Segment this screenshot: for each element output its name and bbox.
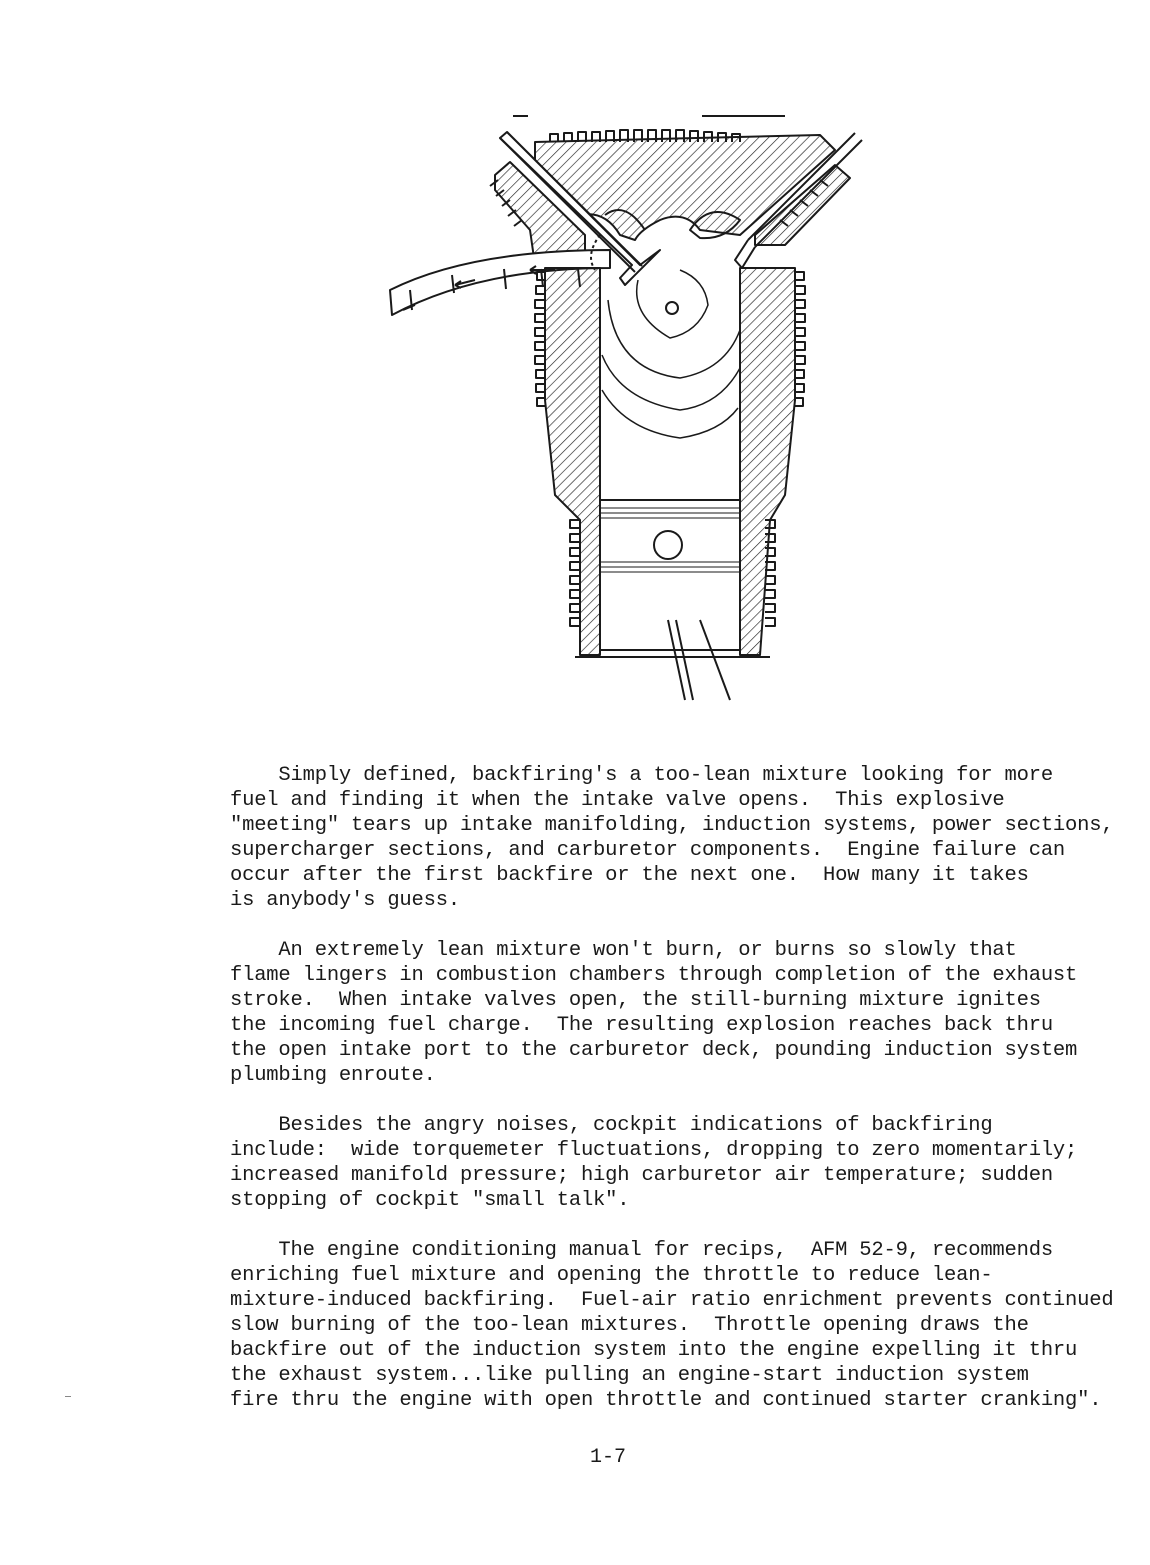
text-line: increased manifold pressure; high carburetor air temperature; sudden — [230, 1164, 1053, 1187]
text-line: the incoming fuel charge. The resulting explosion reaches back thru — [230, 1014, 1053, 1037]
engine-diagram-icon — [380, 100, 880, 720]
text-line: "meeting" tears up intake manifolding, induction systems, power sections, — [230, 814, 1114, 837]
text-line: stopping of cockpit "small talk". — [230, 1189, 630, 1212]
text-line: enriching fuel mixture and opening the throttle to reduce lean- — [230, 1264, 993, 1287]
text-line: An extremely lean mixture won't burn, or burns so slowly that — [230, 939, 1017, 962]
paragraph-remedy — [230, 1238, 1150, 1413]
text-line: The engine conditioning manual for recips, AFM 52-9, recommends — [230, 1239, 1053, 1262]
text-line: Besides the angry noises, cockpit indications of backfiring — [230, 1114, 993, 1137]
text-line: fire thru the engine with open throttle and continued starter cranking". — [230, 1389, 1102, 1412]
page-number: 1-7 — [590, 1446, 627, 1469]
paragraph-cockpit-indications — [230, 1113, 1150, 1213]
text-line: backfire out of the induction system into the engine expelling it thru — [230, 1339, 1078, 1362]
scan-margin-mark — [65, 1396, 71, 1397]
text-line: mixture-induced backfiring. Fuel-air ratio enrichment prevents continued — [230, 1289, 1114, 1312]
text-line: Simply defined, backfiring's a too-lean mixture looking for more — [230, 764, 1053, 787]
text-line: stroke. When intake valves open, the still-burning mixture ignites — [230, 989, 1041, 1012]
text-line: slow burning of the too-lean mixtures. Throttle opening draws the — [230, 1314, 1029, 1337]
text-line: occur after the first backfire or the next one. How many it takes — [230, 864, 1029, 887]
paragraph-lean-mixture — [230, 938, 1150, 1088]
engine-cylinder-backfire-diagram — [380, 100, 880, 720]
text-line: plumbing enroute. — [230, 1064, 436, 1087]
text-line: is anybody's guess. — [230, 889, 460, 912]
text-line: include: wide torquemeter fluctuations, dropping to zero momentarily; — [230, 1139, 1078, 1162]
text-line: supercharger sections, and carburetor components. Engine failure can — [230, 839, 1066, 862]
text-line: fuel and finding it when the intake valve opens. This explosive — [230, 789, 1005, 812]
text-line: the open intake port to the carburetor deck, pounding induction system — [230, 1039, 1078, 1062]
text-line: flame lingers in combustion chambers through completion of the exhaust — [230, 964, 1078, 987]
text-line: the exhaust system...like pulling an engine-start induction system — [230, 1364, 1029, 1387]
paragraph-backfiring-definition — [230, 763, 1150, 913]
